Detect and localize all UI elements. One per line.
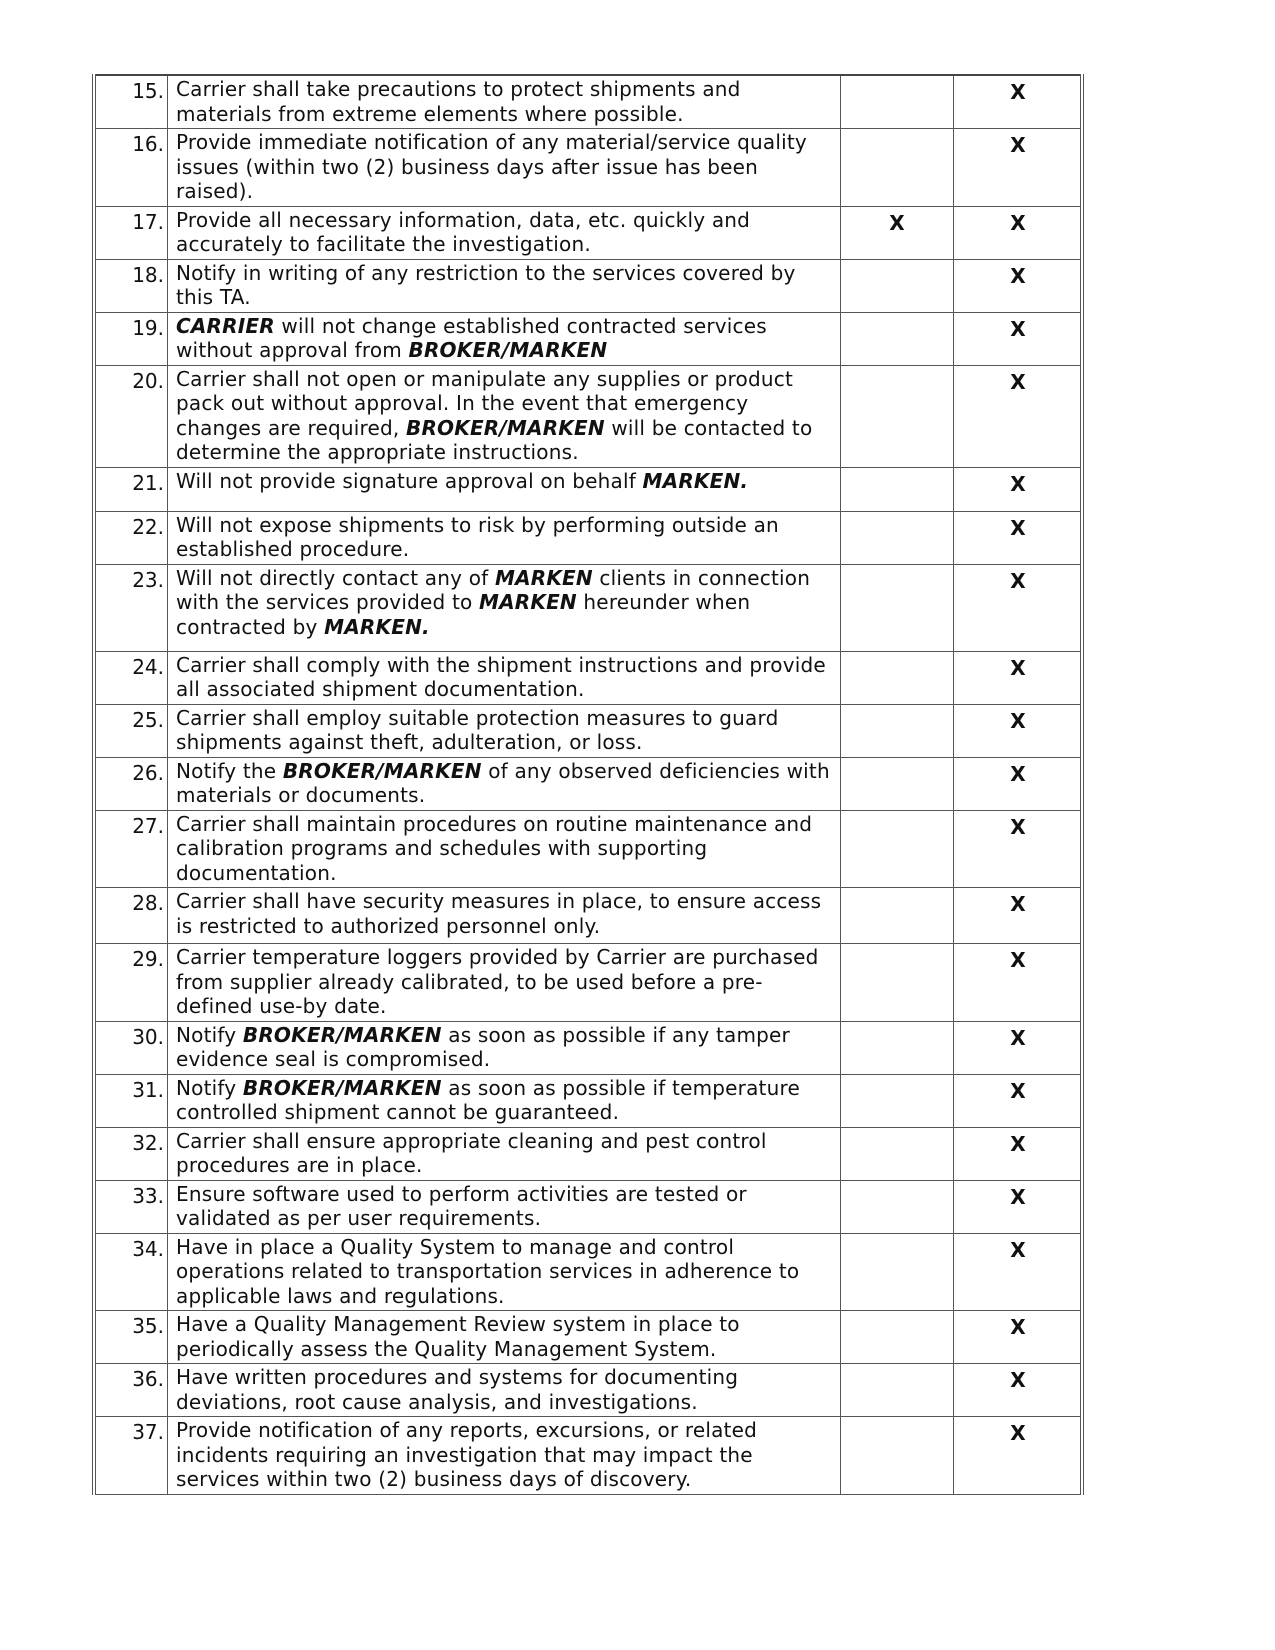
responsibility-mark-col2 [954,757,1083,810]
check-mark: X [1010,1131,1026,1156]
check-mark: X [1010,892,1026,916]
responsibility-mark-col1 [841,1180,954,1233]
table-row [94,467,1082,511]
responsibility-mark-col1 [841,312,954,365]
responsibility-mark-col2 [954,1074,1083,1127]
description-text: Have in place a Quality System to manage and control operations related to transportation services in adherence to applicable laws and regulations. [176,1234,800,1308]
item-description [168,1417,841,1495]
responsibility-mark-col1 [841,651,954,704]
item-number: 24. [94,651,168,704]
item-description [168,757,841,810]
check-mark: X [1010,316,1026,341]
description-text: Provide all necessary information, data, etc. quickly and accurately to facilitate the investigation. [176,207,751,256]
description-text: Will not expose shipments to risk by performing outside an established procedure. [176,512,779,561]
item-description [168,312,841,365]
item-number: 21. [94,467,168,511]
table-row [94,1127,1082,1180]
description-text: Have a Quality Management Review system in place to periodically assess the Quality Management System. [176,1312,740,1361]
responsibility-mark-col2 [954,75,1083,129]
item-number: 16. [94,129,168,207]
party-name: BROKER/MARKEN [242,1075,442,1100]
description-text: Carrier shall comply with the shipment instructions and provide all associated shipment documentation. [176,652,826,701]
check-mark: X [1010,471,1026,496]
party-name: CARRIER [176,313,275,338]
responsibility-mark-col1 [841,1021,954,1074]
table-row [94,1364,1082,1417]
item-number: 27. [94,810,168,888]
responsibility-mark-col2 [954,651,1083,704]
description-text: Have written procedures and systems for documenting deviations, root cause analysis, and investigations. [176,1365,739,1414]
item-number: 23. [94,564,168,651]
responsibility-mark-col1 [841,206,954,259]
responsibility-mark-col2 [954,129,1083,207]
item-number: 30. [94,1021,168,1074]
responsibility-mark-col2 [954,1417,1083,1495]
item-description [168,1074,841,1127]
responsibilities-table-body [94,75,1082,1494]
item-number: 20. [94,365,168,467]
table-row [94,757,1082,810]
table-row [94,129,1082,207]
description-text: Carrier shall employ suitable protection measures to guard shipments against theft, adulteration, or loss. [176,705,779,754]
table-row [94,888,1082,944]
check-mark: X [1010,1078,1026,1103]
party-name: BROKER/MARKEN [406,415,605,440]
item-description [168,1233,841,1311]
description-text: Carrier shall maintain procedures on routine maintenance and calibration programs and schedules with supporting documentation. [176,811,813,885]
responsibility-mark-col2 [954,1364,1083,1417]
responsibility-mark-col1 [841,511,954,564]
item-description [168,704,841,757]
check-mark: X [1010,948,1026,972]
table-row [94,1417,1082,1495]
responsibility-mark-col1 [841,564,954,651]
description-text: Carrier temperature loggers provided by Carrier are purchased from supplier already calibrated, to be used before a pre-defined use-by date. [176,945,819,1018]
table-row [94,259,1082,312]
item-number: 22. [94,511,168,564]
item-description [168,129,841,207]
item-number: 33. [94,1180,168,1233]
responsibility-mark-col2 [954,888,1083,944]
table-row [94,651,1082,704]
item-number: 18. [94,259,168,312]
description-text: Carrier shall take precautions to protect shipments and materials from extreme elements where possible. [176,77,741,126]
description-text: clients in connection with the services provided to [176,565,811,614]
responsibility-mark-col1 [841,944,954,1022]
description-text: Will not provide signature approval on behalf [176,468,643,493]
item-description [168,75,841,129]
table-row [94,944,1082,1022]
item-number: 17. [94,206,168,259]
table-row [94,1233,1082,1311]
item-number: 25. [94,704,168,757]
table-row [94,704,1082,757]
item-description [168,1180,841,1233]
item-description [168,944,841,1022]
item-description [168,365,841,467]
responsibility-mark-col1 [841,1127,954,1180]
description-text: Provide immediate notification of any material/service quality issues (within two (2) business days after issue has been raised). [176,130,807,203]
item-number: 36. [94,1364,168,1417]
check-mark: X [1010,1237,1026,1262]
description-text: as soon as possible if temperature controlled shipment cannot be guaranteed. [176,1075,800,1124]
check-mark: X [1010,708,1026,733]
check-mark: X [1010,369,1026,394]
responsibility-mark-col2 [954,206,1083,259]
item-description [168,1364,841,1417]
responsibility-mark-col1 [841,1364,954,1417]
check-mark: X [1010,655,1026,680]
item-number: 34. [94,1233,168,1311]
party-name: MARKEN. [642,468,749,493]
item-description [168,1311,841,1364]
check-mark: X [1010,133,1026,157]
table-row [94,1180,1082,1233]
responsibility-mark-col2 [954,511,1083,564]
item-description [168,810,841,888]
item-number: 37. [94,1417,168,1495]
party-name: BROKER/MARKEN [242,1022,442,1047]
description-text: will be contacted to determine the appropriate instructions. [176,415,813,464]
table-row [94,511,1082,564]
check-mark: X [1010,1025,1026,1050]
table-row [94,1021,1082,1074]
responsibility-mark-col1 [841,888,954,944]
responsibility-mark-col2 [954,259,1083,312]
item-description [168,511,841,564]
table-row [94,75,1082,129]
party-name: MARKEN. [324,614,430,639]
item-number: 19. [94,312,168,365]
party-name: MARKEN [478,590,577,614]
item-description [168,564,841,651]
party-name: BROKER/MARKEN [282,758,482,783]
table-row [94,564,1082,651]
check-mark: X [1010,80,1026,104]
table-row [94,810,1082,888]
item-description [168,259,841,312]
description-text: of any observed deficiencies with materials or documents. [176,758,830,807]
item-number: 31. [94,1074,168,1127]
responsibility-mark-col1 [841,365,954,467]
party-name: MARKEN [494,565,593,590]
item-description [168,651,841,704]
description-text: Ensure software used to perform activities are tested or validated as per user requirements. [176,1181,747,1230]
responsibility-mark-col2 [954,1021,1083,1074]
check-mark: X [889,210,905,235]
check-mark: X [1010,515,1026,540]
responsibility-mark-col1 [841,757,954,810]
party-name: BROKER/MARKEN [408,338,608,362]
responsibility-mark-col1 [841,1233,954,1311]
description-text: Notify [176,1075,243,1100]
responsibility-mark-col1 [841,1417,954,1495]
responsibility-mark-col2 [954,1127,1083,1180]
description-text: Carrier shall ensure appropriate cleaning and pest control procedures are in place. [176,1128,767,1177]
check-mark: X [1010,1184,1026,1209]
check-mark: X [1010,761,1026,786]
description-text: as soon as possible if any tamper evidence seal is compromised. [176,1022,790,1071]
responsibility-mark-col2 [954,564,1083,651]
description-text: hereunder when contracted by [176,590,751,639]
responsibility-mark-col1 [841,259,954,312]
description-text: Provide notification of any reports, excursions, or related incidents requiring an investigation that may impact the services within two (2) business days of discovery. [176,1418,757,1491]
responsibility-mark-col2 [954,704,1083,757]
check-mark: X [1010,1368,1026,1392]
responsibility-mark-col2 [954,1311,1083,1364]
table-row [94,1074,1082,1127]
responsibility-mark-col1 [841,1311,954,1364]
item-description [168,1021,841,1074]
responsibility-mark-col2 [954,810,1083,888]
item-number: 32. [94,1127,168,1180]
check-mark: X [1010,568,1026,593]
responsibility-mark-col1 [841,75,954,129]
check-mark: X [1010,814,1026,839]
responsibility-mark-col1 [841,704,954,757]
item-description [168,206,841,259]
description-text: Will not directly contact any of [176,565,495,590]
description-text: Notify [176,1022,243,1047]
responsibility-mark-col1 [841,467,954,511]
responsibility-mark-col2 [954,1233,1083,1311]
check-mark: X [1010,1315,1026,1339]
responsibility-mark-col2 [954,1180,1083,1233]
check-mark: X [1010,263,1026,288]
item-number: 35. [94,1311,168,1364]
responsibility-mark-col2 [954,944,1083,1022]
responsibility-mark-col2 [954,312,1083,365]
responsibilities-table [92,74,1084,1495]
description-text: Notify the [176,758,283,783]
description-text: Carrier shall not open or manipulate any supplies or product pack out without approval. In the event that emergency changes are required, [176,366,793,440]
responsibility-mark-col1 [841,129,954,207]
table-row [94,365,1082,467]
description-text: Carrier shall have security measures in place, to ensure access is restricted to authorized personnel only. [176,889,822,938]
table-row [94,312,1082,365]
check-mark: X [1010,210,1026,235]
item-number: 28. [94,888,168,944]
description-text: Notify in writing of any restriction to the services covered by this TA. [176,260,796,309]
item-description [168,1127,841,1180]
table-row [94,206,1082,259]
responsibility-mark-col1 [841,810,954,888]
responsibility-mark-col2 [954,365,1083,467]
item-number: 15. [94,75,168,129]
description-text: will not change established contracted services without approval from [176,313,767,362]
item-description [168,888,841,944]
table-row [94,1311,1082,1364]
item-number: 26. [94,757,168,810]
responsibility-mark-col1 [841,1074,954,1127]
item-description [168,467,841,511]
check-mark: X [1010,1421,1026,1445]
item-number: 29. [94,944,168,1022]
responsibility-mark-col2 [954,467,1083,511]
